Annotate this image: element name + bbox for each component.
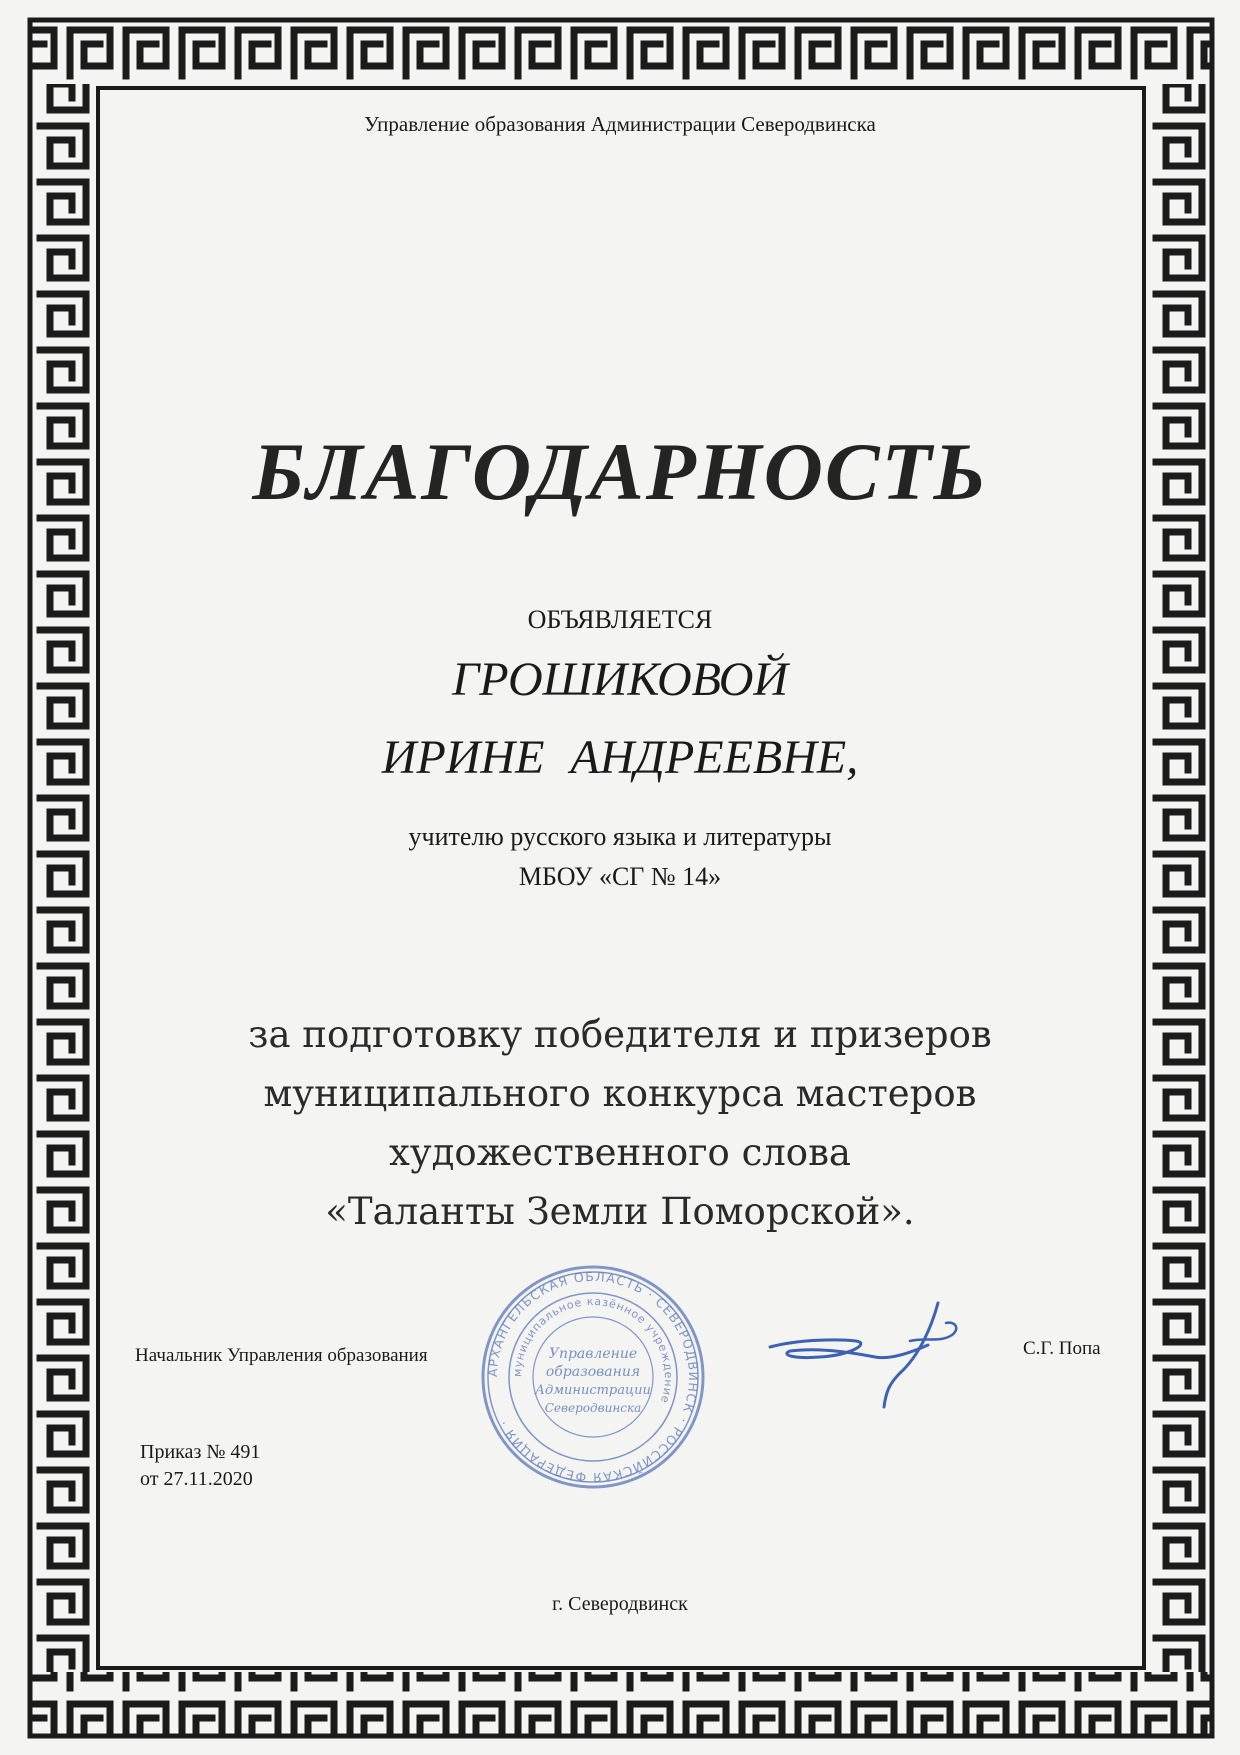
signatory-name: С.Г. Попа bbox=[1023, 1338, 1101, 1359]
reason-line: за подготовку победителя и призеров bbox=[248, 1013, 992, 1056]
recipient-school: МБОУ «СГ № 14» bbox=[518, 862, 722, 891]
recipient-surname: ГРОШИКОВОЙ bbox=[451, 653, 789, 706]
seal-center-line: Северодвинска bbox=[544, 1401, 642, 1415]
order-number: Приказ № 491 bbox=[140, 1441, 261, 1463]
certificate-title: БЛАГОДАРНОСТЬ bbox=[252, 426, 988, 517]
seal-center-line: образования bbox=[545, 1364, 641, 1380]
recipient-position: учителю русского языка и литературы bbox=[408, 822, 832, 851]
award-reason bbox=[0, 1005, 1240, 1241]
reason-line: художественного слова bbox=[389, 1131, 851, 1174]
seal-center-line: Администрации bbox=[535, 1383, 651, 1398]
signature-icon bbox=[760, 1295, 1000, 1415]
official-seal-icon bbox=[478, 1262, 708, 1492]
recipient-given-names: ИРИНЕ АНДРЕЕВНЕ, bbox=[381, 731, 859, 784]
issuer-line: Управление образования Администрации Северодвинска bbox=[364, 112, 876, 136]
seal-center-line: Управление bbox=[548, 1346, 638, 1362]
announced-label: ОБЪЯВЛЯЕТСЯ bbox=[527, 605, 713, 634]
seal-outer-text: АРХАНГЕЛЬСКАЯ ОБЛАСТЬ · СЕВЕРОДВИНСК · РОССИЙСКАЯ ФЕДЕРАЦИЯ · bbox=[484, 1268, 702, 1486]
reason-line: муниципального конкурса мастеров bbox=[263, 1072, 977, 1115]
order-date: от 27.11.2020 bbox=[140, 1468, 253, 1490]
reason-line: «Таланты Земли Поморской». bbox=[325, 1190, 915, 1233]
signatory-role: Начальник Управления образования bbox=[135, 1345, 428, 1366]
city-line: г. Северодвинск bbox=[552, 1593, 688, 1615]
seal-inner-text: муниципальное казённое учреждение bbox=[510, 1294, 676, 1406]
